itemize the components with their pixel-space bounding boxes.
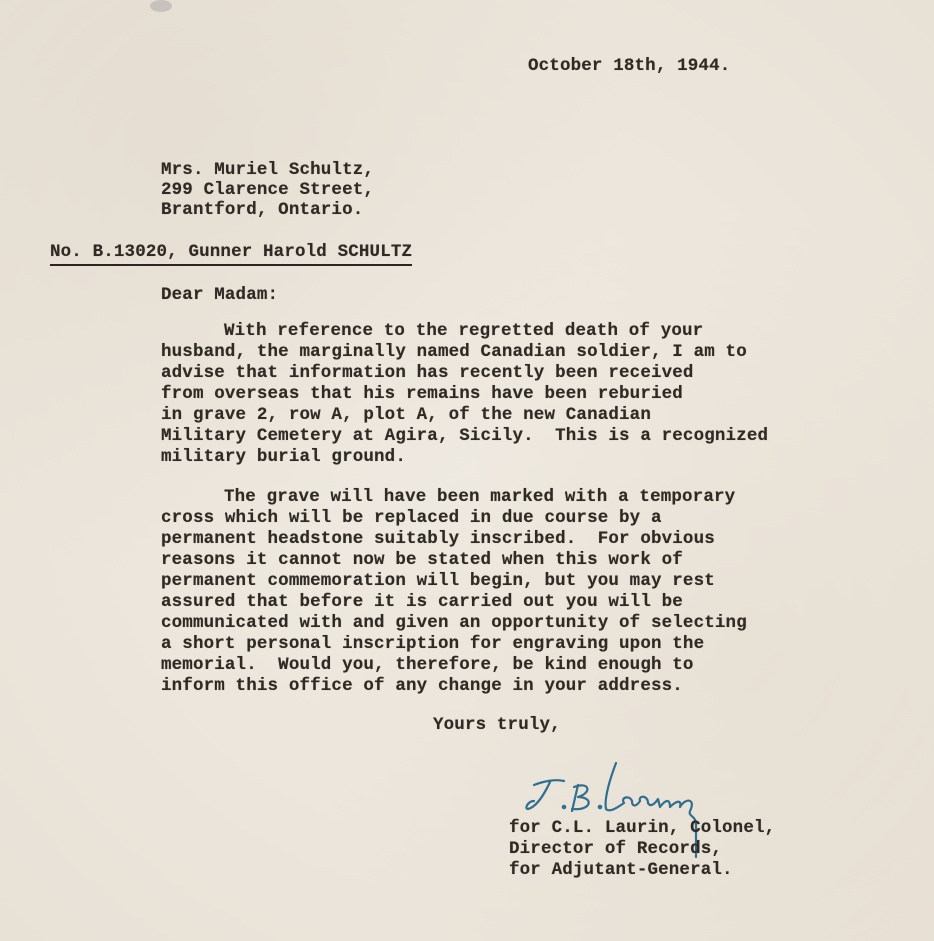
paragraph-2-line: assured that before it is carried out you will be <box>161 592 683 612</box>
paragraph-1-line: from overseas that his remains have been reburied <box>161 384 683 404</box>
signature-block-line: Director of Records, <box>509 839 723 859</box>
paragraph-2-line: The grave will have been marked with a temporary <box>224 487 736 507</box>
signature-block-line: for C.L. Laurin, Colonel, <box>509 818 776 838</box>
signature-block-line: for Adjutant-General. <box>509 860 733 880</box>
paragraph-1-line: With reference to the regretted death of your <box>224 321 704 341</box>
paragraph-1-line: in grave 2, row A, plot A, of the new Canadian <box>161 405 651 425</box>
paragraph-2-line: cross which will be replaced in due course by a <box>161 508 662 528</box>
paper-stain <box>150 0 172 12</box>
paragraph-1-line: husband, the marginally named Canadian soldier, I am to <box>161 342 747 362</box>
recipient-line: Mrs. Muriel Schultz, <box>161 160 375 180</box>
paragraph-2-line: permanent commemoration will begin, but you may rest <box>161 571 715 591</box>
paragraph-2-line: inform this office of any change in your address. <box>161 676 683 696</box>
closing: Yours truly, <box>433 715 561 735</box>
paragraph-2-line: reasons it cannot now be stated when this work of <box>161 550 683 570</box>
paragraph-1-line: Military Cemetery at Agira, Sicily. This is a recognized <box>161 426 769 446</box>
paragraph-2-line: a short personal inscription for engraving upon the <box>161 634 705 654</box>
paragraph-1-line: military burial ground. <box>161 447 406 467</box>
paragraph-1-line: advise that information has recently been received <box>161 363 694 383</box>
paragraph-2-line: memorial. Would you, therefore, be kind enough to <box>161 655 694 675</box>
recipient-line: 299 Clarence Street, <box>161 180 375 200</box>
salutation: Dear Madam: <box>161 285 279 305</box>
paragraph-2-line: permanent headstone suitably inscribed. For obvious <box>161 529 715 549</box>
letter-date: October 18th, 1944. <box>528 56 731 76</box>
paragraph-2-line: communicated with and given an opportunity of selecting <box>161 613 747 633</box>
reference-line: No. B.13020, Gunner Harold SCHULTZ <box>50 242 412 266</box>
recipient-line: Brantford, Ontario. <box>161 200 364 220</box>
